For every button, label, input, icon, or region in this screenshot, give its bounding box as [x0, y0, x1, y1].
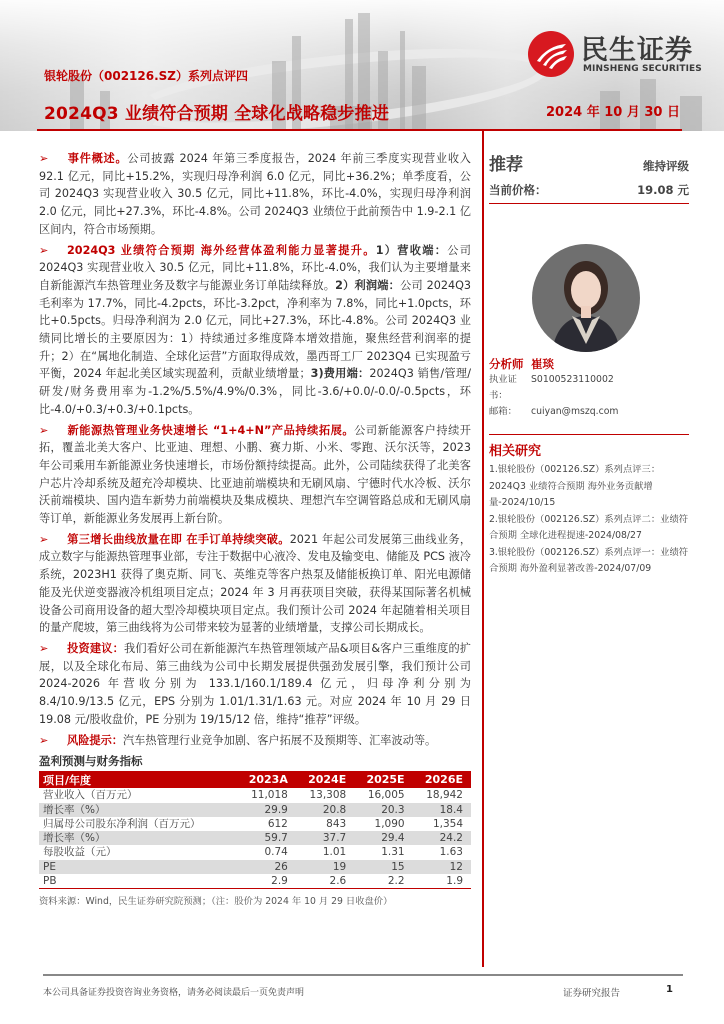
- table-cell: 增长率（%）: [39, 831, 236, 845]
- analyst-cert: [489, 372, 689, 404]
- cert-value: S0100523110002: [531, 374, 614, 385]
- table-cell: 29.9: [236, 803, 296, 817]
- table-cell: PE: [39, 860, 236, 874]
- paragraph-heading: 2024Q3 业绩符合预期 海外经营体盈利能力显著提升。: [67, 243, 376, 257]
- table-cell: 59.7: [236, 831, 296, 845]
- banner-tower: [400, 31, 405, 131]
- table-header-cell: 2025E: [354, 771, 412, 788]
- bullet-arrow-icon: ➢: [39, 532, 49, 546]
- rating: 推荐: [489, 155, 523, 175]
- analyst-avatar: [532, 244, 640, 352]
- bullet-arrow-icon: ➢: [39, 733, 49, 747]
- table-cell: 15: [354, 860, 412, 874]
- header-divider: [37, 129, 682, 131]
- header-banner: [0, 0, 724, 131]
- related-research-item[interactable]: 3.银轮股份（002126.SZ）系列点评一：业绩符合预期 海外盈利显著改善-2024/07/09: [489, 546, 689, 574]
- table-row: [39, 860, 471, 874]
- table-cell: 12: [413, 860, 471, 874]
- summary-paragraph: [39, 422, 471, 528]
- table-header-cell: 2026E: [413, 771, 471, 788]
- table-cell: 2.2: [354, 874, 412, 889]
- price-label: 当前价格：: [489, 183, 547, 197]
- table-cell: 营业收入（百万元）: [43, 789, 138, 802]
- footer-divider: [43, 974, 683, 976]
- sidebar: [489, 150, 689, 578]
- price-row: [489, 182, 689, 204]
- table-cell: 2.9: [236, 874, 296, 889]
- table-cell: 1,090: [374, 817, 405, 830]
- price-value: 19.08 元: [637, 183, 689, 197]
- table-header-cell: 2023A: [236, 771, 296, 788]
- table-cell: 11,018: [251, 789, 288, 802]
- table-row: [39, 831, 471, 845]
- table-cell: 24.2: [413, 831, 471, 845]
- series-title: 银轮股份（002126.SZ）系列点评四: [44, 69, 249, 83]
- table-row: [39, 874, 471, 889]
- table-cell: PB: [39, 874, 236, 889]
- table-cell: 37.7: [296, 831, 354, 845]
- page-number: 1: [666, 984, 673, 995]
- paragraph-text: 公司 2024Q3 毛利率为 17.7%，同比-4.2pcts，环比-3.2pct，净利率为 7.8%，同比+1.0pcts，环比+0.5pcts。归母净利润为 2.0 亿元，同比+27.3%，环比-4.8%。公司 2024Q3 业绩同比增长的主要原因为：1）持续通过多维度降本增效措施，聚焦经营利润率的提升；2）在“属地化制造、全球化运营”方面取得成效，墨西哥工厂 2023Q4 已实现盈亏平衡，2024 年起北美区域实现盈利，贡献业绩增量；: [39, 278, 471, 381]
- paragraph-heading: 事件概述。: [67, 152, 128, 165]
- table-header-cell: 项目/年度: [39, 771, 236, 788]
- paragraph-text: 汽车热管理行业竞争加剧、客户拓展不及预期等、汇率波动等。: [122, 733, 437, 747]
- table-cell: 归属母公司股东净利润（百万元）: [43, 817, 201, 830]
- cert-label: 执业证书：: [489, 374, 517, 401]
- bullet-arrow-icon: ➢: [39, 641, 49, 655]
- table-cell: 1.31: [381, 846, 405, 859]
- table-title: 盈利预测与财务指标: [39, 754, 143, 769]
- financial-forecast-table: [39, 771, 471, 889]
- email-label: 邮箱：: [489, 406, 517, 417]
- table-row: [39, 788, 471, 802]
- paragraph-heading: 风险提示：: [67, 733, 123, 747]
- banner-building: [412, 66, 426, 131]
- table-cell: 19: [296, 860, 354, 874]
- logo-english-name: MINSHENG SECURITIES: [583, 64, 702, 74]
- table-cell: 18.4: [413, 803, 471, 817]
- bullet-arrow-icon: ➢: [39, 423, 49, 437]
- table-cell: 20.8: [296, 803, 354, 817]
- table-row: [39, 803, 471, 817]
- footer-disclaimer: 本公司具备证券投资咨询业务资格，请务必阅读最后一页免责声明: [43, 988, 305, 998]
- table-cell: 13,308: [309, 789, 347, 802]
- paragraph-subheading: 3)费用端：: [310, 367, 370, 381]
- table-header-cell: 2024E: [296, 771, 354, 788]
- paragraph-text: 2021 年起公司发展第三曲线业务，成立数字与能源热管理事业部，专注于数据中心液冷、发电及输变电、储能及 PCS 液冷系统，2023H1 获得了奥克斯、同飞、英维克等客户热泵及储能板换订单、阳光电源储能及光伏逆变器液冷机组项目定点；2024 年 3 月再获项目突破，获得某国际著名机械设备公司商用设备的超大型冷却模块项目定点。我们预计公司 2024 年起随着相关项目的量产爬坡，第三曲线将为公司带来较为显著的业绩增量，支撑公司长期成长。: [39, 532, 472, 635]
- related-research: [489, 434, 689, 578]
- related-research-title: 相关研究: [489, 444, 542, 459]
- table-cell: 843: [326, 817, 347, 830]
- related-research-item[interactable]: 2.银轮股份（002126.SZ）系列点评二：业绩符合预期 全球化进程提速-2024/08/27: [489, 513, 689, 541]
- paragraph-text: 公司披露 2024 年第三季度报告，2024 年前三季度实现营业收入 92.1 亿元，同比+15.2%，实现归母净利润 6.0 亿元，同比+36.2%；单季度看，公司 2024Q3 实现营业收入 30.5 亿元，同比+11.8%，环比-4.0%，实现归母净利润 2.0 亿元，同比+27.3%，环比-4.8%。公司 2024Q3 业绩位于此前预告中 1.9-2.1 亿区间内，符合市场预期。: [39, 152, 471, 236]
- report-date: 2024 年 10 月 30 日: [546, 105, 680, 120]
- paragraph-heading: 第三增长曲线放量在即 在手订单持续突破。: [67, 532, 290, 546]
- table-cell: 1.63: [439, 846, 463, 859]
- table-header-row: [39, 771, 471, 788]
- paragraph-subheading: 2）利润端：: [335, 278, 401, 292]
- table-cell: 20.3: [354, 803, 412, 817]
- summary-paragraph: [39, 732, 471, 750]
- table-cell: 1,354: [432, 817, 463, 830]
- report-title: 2024Q3 业绩符合预期 全球化战略稳步推进: [44, 104, 390, 124]
- table-body: [39, 788, 471, 889]
- table-cell: 16,005: [367, 789, 405, 802]
- table-cell: 2.6: [296, 874, 354, 889]
- summary-paragraph: [39, 242, 471, 419]
- main-content: [39, 150, 471, 907]
- minsheng-logo: [528, 28, 708, 84]
- table-cell: 每股收益（元）: [43, 846, 117, 859]
- paragraph-text: 我们看好公司在新能源汽车热管理领域产品&项目&客户三重维度的扩展，以及全球化布局、第三曲线为公司中长期发展提供强劲发展引擎，我们预计公司 2024-2026 年营收分别为 133.1/160.1/189.4 亿元，归母净利分别为 8.4/10.9/13.5 亿元，EPS 分别为 1.01/1.31/1.63 元。对应 2024 年 10 月 29 日 19.08 元/股收盘价，PE 分别为 19/15/12 倍，维持“推荐”评级。: [39, 641, 471, 726]
- footer-report-type: 证券研究报告: [563, 988, 621, 999]
- summary-sections: [39, 150, 471, 749]
- bullet-arrow-icon: ➢: [39, 243, 49, 257]
- paragraph-heading: 新能源热管理业务快速增长 “1+4+N”产品持续拓展。: [67, 423, 355, 437]
- minsheng-logo-icon: [528, 31, 574, 77]
- logo-chinese-name: 民生证券: [581, 35, 693, 66]
- table-cell: 1.9: [413, 874, 471, 889]
- paragraph-heading: 投资建议：: [67, 641, 124, 655]
- summary-paragraph: [39, 640, 471, 729]
- table-row: [39, 845, 471, 859]
- related-research-item[interactable]: 1.银轮股份（002126.SZ）系列点评三：2024Q3 业绩符合预期 海外业务贡献增量-2024/10/15: [489, 464, 661, 508]
- table-source-note: 资料来源：Wind，民生证券研究院预测；（注：股价为 2024 年 10 月 29 日收盘价）: [39, 896, 393, 908]
- summary-paragraph: [39, 531, 471, 637]
- table-cell: 增长率（%）: [39, 803, 236, 817]
- analyst-line: [489, 356, 689, 372]
- paragraph-subheading: 1）营收端：: [375, 243, 448, 257]
- summary-paragraph: [39, 150, 471, 239]
- bullet-arrow-icon: ➢: [39, 152, 49, 165]
- table-cell: 18,942: [426, 789, 463, 802]
- banner-building: [680, 96, 702, 131]
- rating-row: [489, 150, 689, 175]
- table-cell: 1.01: [322, 846, 347, 859]
- paragraph-text: 公司 2024Q3 实现营业收入 30.5 亿元，同比+11.8%，环比-4.0%，我们认为主要增量来自新能源汽车热管理业务及数字与能源业务订单陆续释放。: [39, 243, 471, 292]
- analyst-role: 分析师: [489, 357, 524, 371]
- analyst-name: 崔琰: [531, 357, 554, 371]
- paragraph-text: 公司新能源客户持续开拓，覆盖北美大客户、比亚迪、理想、小鹏、赛力斯、小米、零跑、沃尔沃等，2023 年公司乘用车新能源业务快速增长，市场份额持续提高。此外，公司陆续获得了北美客户芯片冷却系统及超充冷却模块、比亚迪前端模块和无刷风扇、宁德时代水冷板、沃尔沃前端模块、国内造车新势力前端模块及集成模块、理想汽车空调管路总成和无刷风扇等订单，新能源业务发展再上新台阶。: [39, 423, 471, 526]
- table-cell: 29.4: [354, 831, 412, 845]
- paragraph-text: 2024Q3 销售/管理/研发/财务费用率为-1.2%/5.5%/4.9%/0.3%，同比-3.6/+0.0/-0.0/-0.5pcts，环比-4.0/+0.3/+0.3/+0.1pcts。: [39, 367, 471, 416]
- column-divider: [482, 131, 484, 967]
- table-cell: 26: [236, 860, 296, 874]
- table-cell: 0.74: [264, 846, 288, 859]
- table-row: [39, 817, 471, 831]
- analyst-email: [489, 404, 689, 420]
- rating-note: 维持评级: [643, 159, 689, 173]
- email-link[interactable]: cuiyan@mszq.com: [531, 406, 619, 417]
- table-cell: 612: [267, 817, 288, 830]
